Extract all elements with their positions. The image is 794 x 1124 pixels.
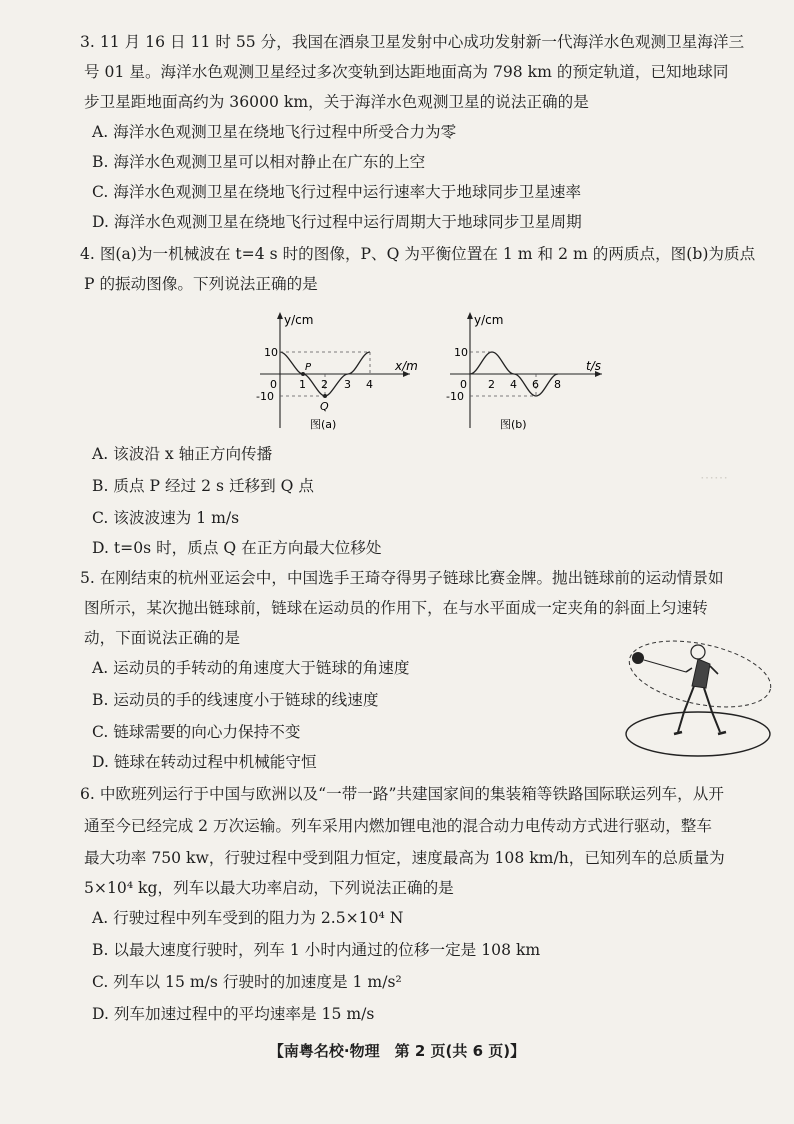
q4-option-a: A. 该波沿 x 轴正方向传播 [92, 445, 273, 463]
q5-option-d: D. 链球在转动过程中机械能守恒 [92, 753, 317, 771]
fig-b-caption: 图(b) [500, 418, 527, 431]
q5-option-b: B. 运动员的手的线速度小于链球的线速度 [92, 691, 379, 709]
fig-a-xtick-0: 0 [270, 378, 277, 391]
q5-stem-line-2: 图所示，某次抛出链球前，链球在运动员的作用下，在与水平面成一定夹角的斜面上匀速转 [84, 599, 708, 617]
fig-a-xlabel: x/m [395, 359, 418, 373]
fig-a-ylabel: y/cm [284, 313, 314, 327]
q4-option-d: D. t=0s 时，质点 Q 在正方向最大位移处 [92, 539, 382, 557]
q5-stem-line-1: 5. 在刚结束的杭州亚运会中，中国选手王琦夺得男子链球比赛金牌。抛出链球前的运动情景如 [80, 569, 724, 587]
q6-option-b: B. 以最大速度行驶时，列车 1 小时内通过的位移一定是 108 km [92, 941, 541, 959]
q3-option-c: C. 海洋水色观测卫星在绕地飞行过程中运行速率大于地球同步卫星速率 [92, 183, 582, 201]
fig-a-xtick-4: 4 [366, 378, 373, 391]
fig-a-point-q: Q [320, 400, 329, 413]
q6-option-a: A. 行驶过程中列车受到的阻力为 2.5×10⁴ N [92, 909, 404, 927]
fig-a-caption: 图(a) [310, 418, 337, 431]
q6-stem-line-2: 通至今已经完成 2 万次运输。列车采用内燃加锂电池的混合动力电传动方式进行驱动，整车 [84, 817, 712, 835]
q3-option-b: B. 海洋水色观测卫星可以相对静止在广东的上空 [92, 153, 426, 171]
q6-option-d: D. 列车加速过程中的平均速率是 15 m/s [92, 1005, 375, 1023]
fig-b-xlabel: t/s [586, 359, 601, 373]
q6-stem-line-4: 5×10⁴ kg，列车以最大功率启动，下列说法正确的是 [84, 879, 454, 897]
fig-b-xtick-6: 6 [532, 378, 539, 391]
fig-b-xtick-2: 2 [488, 378, 495, 391]
fig-a-ytick-neg: -10 [256, 390, 274, 403]
q6-stem-line-1: 6. 中欧班列运行于中国与欧洲以及“一带一路”共建国家间的集装箱等铁路国际联运列车，从开 [80, 785, 724, 803]
fig-b-xtick-0: 0 [460, 378, 467, 391]
q5-option-a: A. 运动员的手转动的角速度大于链球的角速度 [92, 659, 410, 677]
q3-stem-line-3: 步卫星距地面高约为 36000 km，关于海洋水色观测卫星的说法正确的是 [84, 93, 589, 111]
q6-stem-line-3: 最大功率 750 kw，行驶过程中受到阻力恒定，速度最高为 108 km/h，已知列车的总质量为 [84, 849, 725, 867]
q4-option-c: C. 该波波速为 1 m/s [92, 509, 240, 527]
hammer-throw-illustration [612, 616, 782, 766]
q3-stem-line-1: 3. 11 月 16 日 11 时 55 分，我国在酒泉卫星发射中心成功发射新一代海洋水色观测卫星海洋三 [80, 33, 745, 51]
q3-option-d: D. 海洋水色观测卫星在绕地飞行过程中运行周期大于地球同步卫星周期 [92, 213, 582, 231]
fig-a-xtick-2: 2 [321, 378, 328, 391]
figure-a-wave-graph [250, 308, 420, 438]
q4-stem-line-1: 4. 图(a)为一机械波在 t=4 s 时的图像，P、Q 为平衡位置在 1 m 和 2 m 的两质点，图(b)为质点 [80, 245, 756, 263]
fig-b-xtick-4: 4 [510, 378, 517, 391]
figure-b-vibration-graph [440, 308, 610, 438]
fig-a-ytick-pos: 10 [264, 346, 278, 359]
fig-b-ytick-pos: 10 [454, 346, 468, 359]
fig-a-xtick-1: 1 [299, 378, 306, 391]
q3-option-a: A. 海洋水色观测卫星在绕地飞行过程中所受合力为零 [92, 123, 457, 141]
q3-stem-line-2: 号 01 星。海洋水色观测卫星经过多次变轨到达距地面高为 798 km 的预定轨道，已知地球同 [84, 63, 729, 81]
bleed-through-mark: ⋯⋯ [700, 470, 728, 486]
fig-b-ylabel: y/cm [474, 313, 504, 327]
page-footer: 【南粤名校·物理 第 2 页(共 6 页)】 [268, 1042, 526, 1060]
fig-b-ytick-neg: -10 [446, 390, 464, 403]
q4-stem-line-2: P 的振动图像。下列说法正确的是 [84, 275, 318, 293]
fig-a-point-p: P [305, 362, 312, 373]
fig-a-xtick-3: 3 [344, 378, 351, 391]
q5-option-c: C. 链球需要的向心力保持不变 [92, 723, 301, 741]
q5-stem-line-3: 动，下面说法正确的是 [84, 629, 240, 647]
q6-option-c: C. 列车以 15 m/s 行驶时的加速度是 1 m/s² [92, 973, 402, 991]
fig-b-xtick-8: 8 [554, 378, 561, 391]
q4-option-b: B. 质点 P 经过 2 s 迁移到 Q 点 [92, 477, 315, 495]
